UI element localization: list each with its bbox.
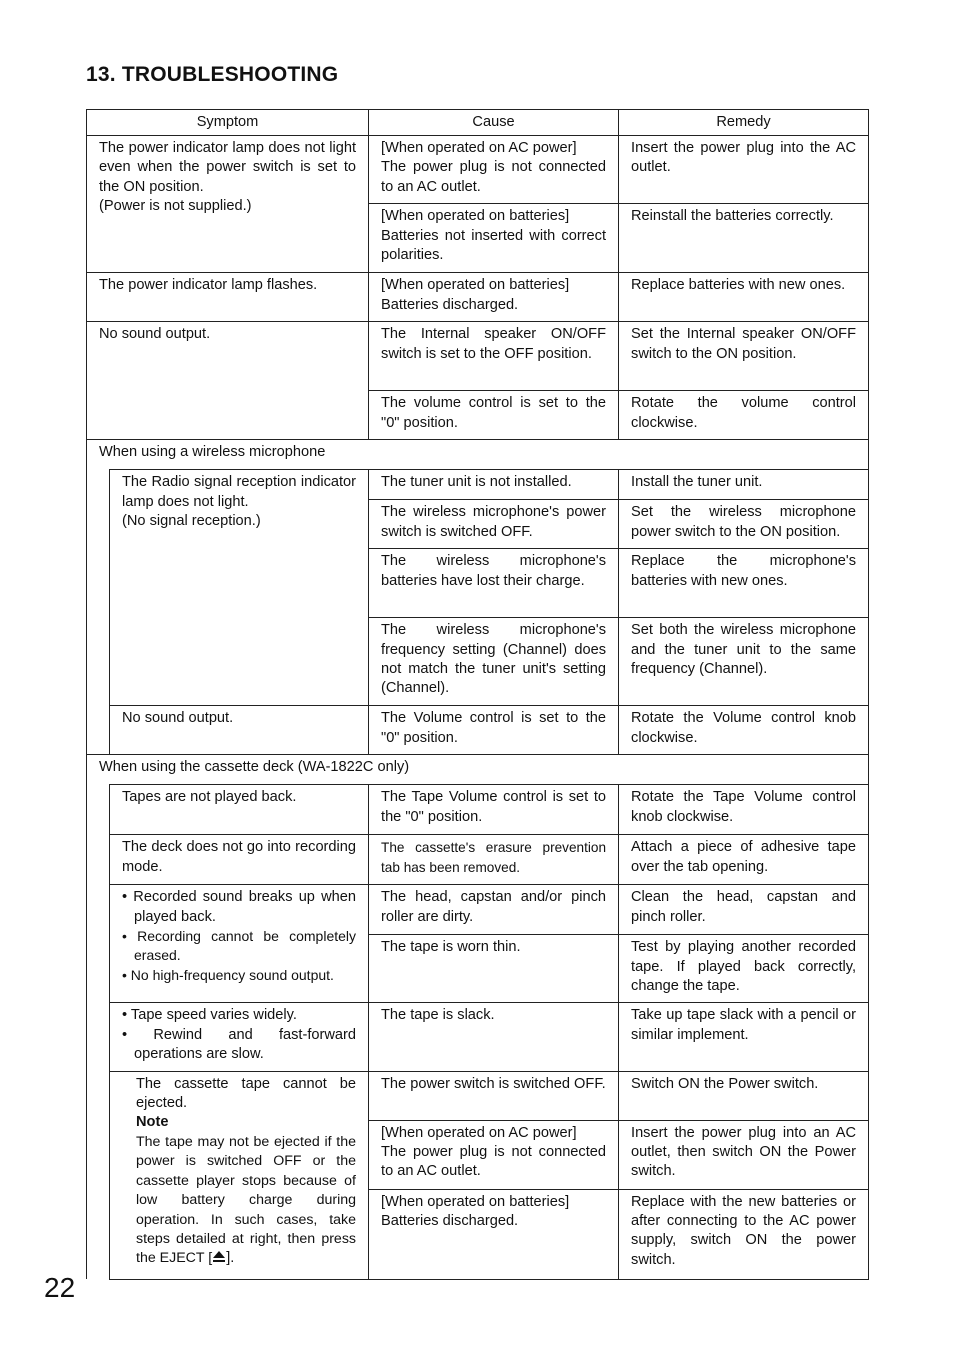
remedy-cell: Test by playing another recorded tape. If played back correctly, change the tape. bbox=[619, 935, 869, 1003]
cause-text: The power plug is not connected to an AC outlet. bbox=[381, 1144, 607, 1180]
symptom-bullet: • Tape speed varies widely. bbox=[122, 1007, 297, 1024]
remedy-cell: Rotate the Tape Volume control knob clockwise. bbox=[619, 785, 869, 835]
cause-cell bbox=[369, 1120, 619, 1189]
cause-cell bbox=[369, 273, 619, 322]
symptom-cell: No sound output. bbox=[87, 322, 369, 440]
table-row bbox=[87, 785, 869, 835]
section-heading-cassette: When using the cassette deck (WA-1822C only) bbox=[87, 755, 869, 785]
header-cause: Cause bbox=[369, 110, 619, 136]
section-heading-wireless: When using a wireless microphone bbox=[87, 440, 869, 470]
symptom-text: The power indicator lamp does not light even when the power switch is set to the ON position. bbox=[99, 140, 357, 195]
cause-cell: The Tape Volume control is set to the "0" position. bbox=[369, 785, 619, 835]
cause-cell: The tape is worn thin. bbox=[369, 935, 619, 1003]
cause-condition: [When operated on AC power] bbox=[381, 1124, 577, 1141]
remedy-cell: Rotate the volume control clockwise. bbox=[619, 391, 869, 440]
cause-cell: The cassette's erasure prevention tab has been removed. bbox=[369, 835, 619, 885]
cause-cell: The wireless microphone's power switch is switched OFF. bbox=[369, 500, 619, 549]
remedy-cell: Replace batteries with new ones. bbox=[619, 273, 869, 322]
cause-condition: [When operated on batteries] bbox=[381, 277, 570, 294]
cause-condition: [When operated on AC power] bbox=[381, 140, 577, 156]
indent-spacer bbox=[87, 470, 110, 755]
symptom-cell bbox=[110, 1071, 369, 1279]
indent-spacer bbox=[87, 785, 110, 1279]
cause-cell: The head, capstan and/or pinch roller are dirty. bbox=[369, 885, 619, 935]
eject-icon bbox=[212, 1250, 226, 1269]
symptom-cell bbox=[110, 1003, 369, 1071]
section-heading-row bbox=[87, 755, 869, 785]
symptom-cell: Tapes are not played back. bbox=[110, 785, 369, 835]
cause-cell bbox=[369, 204, 619, 273]
table-row bbox=[87, 1003, 869, 1071]
remedy-cell: Insert the power plug into an AC outlet, then switch ON the Power switch. bbox=[619, 1120, 869, 1189]
symptom-bullet: • Recorded sound breaks up when played back. bbox=[122, 889, 357, 925]
remedy-cell: Switch ON the Power switch. bbox=[619, 1071, 869, 1120]
cause-text: Batteries not inserted with correct polarities. bbox=[381, 227, 607, 264]
symptom-text: (Power is not supplied.) bbox=[99, 198, 252, 215]
page-title: 13. TROUBLESHOOTING bbox=[86, 63, 339, 86]
remedy-cell: Set the wireless microphone power switch to the ON position. bbox=[619, 500, 869, 549]
troubleshooting-table bbox=[86, 109, 869, 1280]
cause-cell bbox=[369, 136, 619, 204]
remedy-cell: Set the Internal speaker ON/OFF switch to the ON position. bbox=[619, 322, 869, 391]
remedy-cell: Replace with the new batteries or after connecting to the AC power supply, switch ON the power switch. bbox=[619, 1189, 869, 1279]
symptom-cell: No sound output. bbox=[110, 706, 369, 755]
symptom-cell: The deck does not go into recording mode. bbox=[110, 835, 369, 885]
cause-text: Batteries discharged. bbox=[381, 1213, 519, 1230]
symptom-cell bbox=[110, 885, 369, 1003]
table-row bbox=[87, 835, 869, 885]
cause-cell: The power switch is switched OFF. bbox=[369, 1071, 619, 1120]
cause-condition: [When operated on batteries] bbox=[381, 208, 570, 225]
note-label: Note bbox=[136, 1114, 169, 1131]
table-row bbox=[87, 470, 869, 500]
symptom-bullet: • No high-frequency sound output. bbox=[122, 966, 334, 983]
table-row bbox=[87, 273, 869, 322]
symptom-text: The cassette tape cannot be ejected. bbox=[136, 1075, 357, 1112]
symptom-bullet: • Rewind and fast-forward operations are slow. bbox=[122, 1026, 357, 1063]
remedy-cell: Take up tape slack with a pencil or similar implement. bbox=[619, 1003, 869, 1071]
remedy-cell: Set both the wireless microphone and the tuner unit to the same frequency (Channel). bbox=[619, 618, 869, 706]
symptom-text: The Radio signal reception indicator lamp does not light. bbox=[122, 474, 357, 510]
cause-cell: The tuner unit is not installed. bbox=[369, 470, 619, 500]
remedy-cell: Clean the head, capstan and pinch roller. bbox=[619, 885, 869, 935]
table-row bbox=[87, 885, 869, 935]
symptom-cell bbox=[87, 136, 369, 273]
cause-cell: The Volume control is set to the "0" position. bbox=[369, 706, 619, 755]
header-symptom: Symptom bbox=[87, 110, 369, 136]
cause-cell: The Internal speaker ON/OFF switch is set to the OFF position. bbox=[369, 322, 619, 391]
note-text: The tape may not be ejected if the power is switched OFF or the cassette player stops because of low battery charge during operation. In such cases, take steps detailed at right, then press the EJECT [ bbox=[136, 1133, 357, 1267]
table-header-row bbox=[87, 110, 869, 136]
remedy-cell: Attach a piece of adhesive tape over the tab opening. bbox=[619, 835, 869, 885]
table-row bbox=[87, 706, 869, 755]
remedy-cell: Replace the microphone's batteries with new ones. bbox=[619, 549, 869, 618]
cause-cell: The wireless microphone's frequency setting (Channel) does not match the tuner unit's setting (Channel). bbox=[369, 618, 619, 706]
symptom-bullet: • Recording cannot be completely erased. bbox=[122, 928, 357, 964]
remedy-cell: Insert the power plug into the AC outlet. bbox=[619, 136, 869, 204]
remedy-cell: Rotate the Volume control knob clockwise. bbox=[619, 706, 869, 755]
table-row bbox=[87, 136, 869, 204]
cause-cell: The wireless microphone's batteries have lost their charge. bbox=[369, 549, 619, 618]
cause-text: Batteries discharged. bbox=[381, 296, 519, 313]
remedy-cell: Reinstall the batteries correctly. bbox=[619, 204, 869, 273]
symptom-cell: The power indicator lamp flashes. bbox=[87, 273, 369, 322]
page-number: 22 bbox=[44, 1272, 76, 1303]
symptom-cell bbox=[110, 470, 369, 706]
section-heading-row bbox=[87, 440, 869, 470]
cause-text: The power plug is not connected to an AC outlet. bbox=[381, 159, 607, 195]
header-remedy: Remedy bbox=[619, 110, 869, 136]
cause-cell: The tape is slack. bbox=[369, 1003, 619, 1071]
note-end: ]. bbox=[226, 1250, 235, 1267]
table-row bbox=[87, 322, 869, 391]
table-row bbox=[87, 1071, 869, 1120]
cause-cell: The volume control is set to the "0" position. bbox=[369, 391, 619, 440]
cause-condition: [When operated on batteries] bbox=[381, 1193, 570, 1210]
cause-cell bbox=[369, 1189, 619, 1279]
remedy-cell: Install the tuner unit. bbox=[619, 470, 869, 500]
symptom-text: (No signal reception.) bbox=[122, 513, 261, 530]
